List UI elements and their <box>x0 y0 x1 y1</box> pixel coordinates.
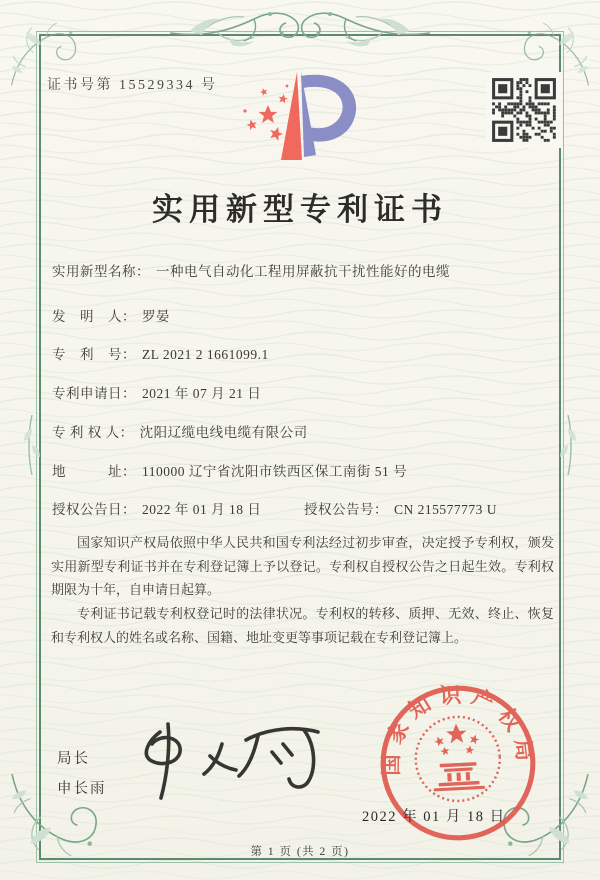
signer-title: 局长 <box>57 751 90 767</box>
national-emblem-icon <box>414 715 502 803</box>
commissioner-signature <box>118 718 338 806</box>
field-address <box>52 460 554 480</box>
qr-code <box>486 72 562 148</box>
field-label: 专 利 号： <box>52 347 136 362</box>
field-value: 110000 辽宁省沈阳市铁西区保工南街 51 号 <box>142 464 408 479</box>
field-value: 2022 年 01 月 18 日 <box>142 502 262 517</box>
field-patentee <box>52 421 554 441</box>
field-label: 授权公告日： <box>52 502 136 517</box>
field-patent-number <box>52 343 554 363</box>
field-value: 一种电气自动化工程用屏蔽抗干扰性能好的电缆 <box>156 264 450 279</box>
certificate-number: 证书号第 15529334 号 <box>47 78 218 93</box>
field-value: ZL 2021 2 1661099.1 <box>142 347 269 362</box>
cnipa-logo-icon <box>231 68 367 178</box>
top-center-flourish <box>170 3 430 53</box>
field-label: 专 利 权 人： <box>52 425 134 440</box>
page-number: 第 1 页 (共 2 页) <box>250 846 350 858</box>
field-grant-number <box>304 498 497 518</box>
legal-paragraph-2: 专利证书记载专利权登记时的法律状况。专利权的转移、质押、无效、终止、恢复和专利权人的姓名或名称、国籍、地址变更等事项记载在专利登记簿上。 <box>51 605 554 645</box>
field-filing-date <box>52 382 554 402</box>
field-value: 2021 年 07 月 21 日 <box>142 386 262 401</box>
field-value: 罗晏 <box>142 309 170 324</box>
field-value: 沈阳辽缆电线电缆有限公司 <box>139 425 308 440</box>
field-label: 授权公告号： <box>304 502 388 517</box>
field-label: 专利申请日： <box>52 386 136 401</box>
legal-text <box>51 531 554 649</box>
field-grant-announcement <box>52 498 554 518</box>
right-edge-sprig <box>560 415 576 475</box>
field-inventor <box>52 305 554 325</box>
certificate-title: 实用新型专利证书 <box>152 192 448 227</box>
seal-date: 2022 年 01 月 18 日 <box>362 809 506 825</box>
field-value: CN 215577773 U <box>394 502 498 517</box>
left-edge-sprig <box>24 415 40 475</box>
field-label: 实用新型名称： <box>52 264 150 279</box>
field-utility-model-name <box>52 260 554 280</box>
field-label: 发 明 人： <box>52 309 136 324</box>
seal-ring-text: 国家知识产权局 <box>379 682 538 776</box>
field-label: 地 址： <box>52 464 136 479</box>
legal-paragraph-1: 国家知识产权局依照中华人民共和国专利法经过初步审查，决定授予专利权，颁发实用新型专利证书并在专利登记簿上予以登记。专利权自授权公告之日起生效。专利权期限为十年，自申请日起算。 <box>51 535 554 598</box>
signer-name: 申长雨 <box>57 781 107 797</box>
